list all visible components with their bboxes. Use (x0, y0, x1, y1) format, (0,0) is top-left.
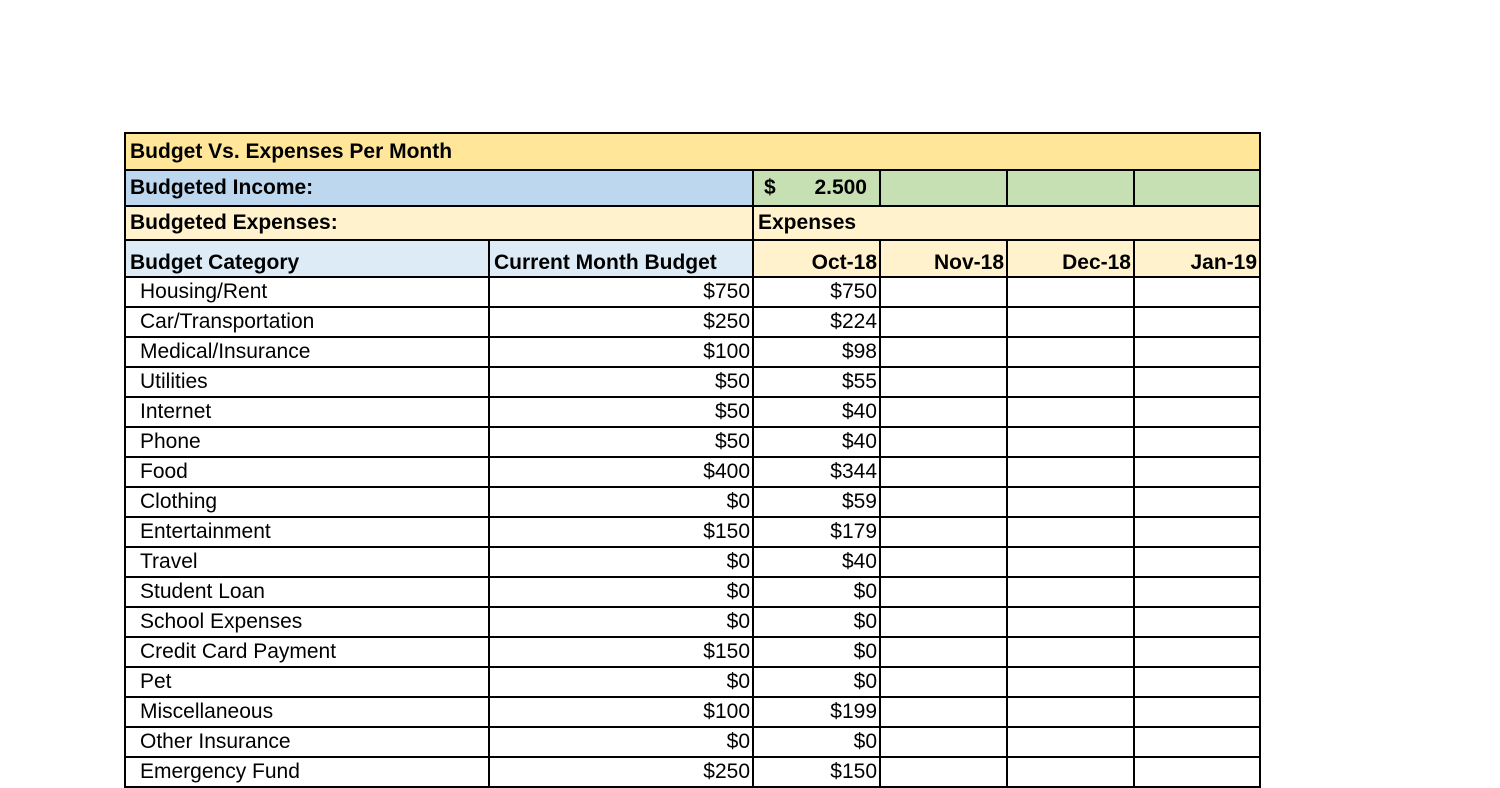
dec-cell[interactable] (1007, 367, 1134, 397)
table-row (125, 457, 1260, 487)
income-cell-dec[interactable] (1007, 170, 1134, 206)
jan-cell[interactable] (1134, 487, 1260, 517)
table-row (125, 697, 1260, 727)
jan-cell[interactable] (1134, 697, 1260, 727)
budget-cell[interactable]: $0 (489, 727, 753, 757)
income-amount-cell[interactable] (753, 170, 880, 206)
budget-table (124, 132, 1261, 788)
category-cell[interactable]: Other Insurance (125, 727, 489, 757)
income-row (125, 170, 1260, 206)
category-cell[interactable]: Pet (125, 667, 489, 697)
category-cell[interactable]: Credit Card Payment (125, 637, 489, 667)
budget-cell[interactable]: $150 (489, 517, 753, 547)
category-cell[interactable]: Car/Transportation (125, 307, 489, 337)
header-month[interactable]: Oct-18 (753, 240, 880, 277)
dec-cell[interactable] (1007, 457, 1134, 487)
table-row (125, 277, 1260, 307)
budget-cell[interactable]: $400 (489, 457, 753, 487)
budget-cell[interactable]: $100 (489, 697, 753, 727)
nov-cell[interactable] (880, 517, 1007, 547)
category-cell[interactable]: Travel (125, 547, 489, 577)
table-row (125, 607, 1260, 637)
budget-cell[interactable]: $0 (489, 487, 753, 517)
income-currency: $ (764, 176, 776, 199)
jan-cell[interactable] (1134, 667, 1260, 697)
nov-cell[interactable] (880, 337, 1007, 367)
category-cell[interactable]: Utilities (125, 367, 489, 397)
nov-cell[interactable] (880, 637, 1007, 667)
dec-cell[interactable] (1007, 337, 1134, 367)
header-row (125, 240, 1260, 277)
category-cell[interactable]: Phone (125, 427, 489, 457)
category-cell[interactable]: Internet (125, 397, 489, 427)
table-row (125, 487, 1260, 517)
nov-cell[interactable] (880, 427, 1007, 457)
nov-cell[interactable] (880, 667, 1007, 697)
dec-cell[interactable] (1007, 487, 1134, 517)
dec-cell[interactable] (1007, 427, 1134, 457)
income-cell-nov[interactable] (880, 170, 1007, 206)
budget-cell[interactable]: $250 (489, 757, 753, 787)
jan-cell[interactable] (1134, 607, 1260, 637)
dec-cell[interactable] (1007, 637, 1134, 667)
oct-cell[interactable]: $98 (753, 337, 880, 367)
table-row (125, 337, 1260, 367)
budget-cell[interactable]: $100 (489, 337, 753, 367)
header-month[interactable]: Dec-18 (1007, 240, 1134, 277)
dec-cell[interactable] (1007, 757, 1134, 787)
budget-cell[interactable]: $750 (489, 277, 753, 307)
budget-cell[interactable]: $50 (489, 367, 753, 397)
nov-cell[interactable] (880, 487, 1007, 517)
jan-cell[interactable] (1134, 547, 1260, 577)
header-month[interactable]: Jan-19 (1134, 240, 1260, 277)
dec-cell[interactable] (1007, 607, 1134, 637)
table-row (125, 637, 1260, 667)
dec-cell[interactable] (1007, 667, 1134, 697)
header-budget[interactable]: Current Month Budget (489, 240, 753, 277)
income-label[interactable]: Budgeted Income: (125, 170, 753, 206)
oct-cell[interactable]: $344 (753, 457, 880, 487)
income-cell-jan[interactable] (1134, 170, 1260, 206)
table-row (125, 397, 1260, 427)
oct-cell[interactable]: $0 (753, 667, 880, 697)
nov-cell[interactable] (880, 727, 1007, 757)
nov-cell[interactable] (880, 577, 1007, 607)
oct-cell[interactable]: $199 (753, 697, 880, 727)
jan-cell[interactable] (1134, 577, 1260, 607)
sheet-title[interactable]: Budget Vs. Expenses Per Month (125, 133, 1260, 170)
title-row (125, 133, 1260, 170)
nov-cell[interactable] (880, 757, 1007, 787)
budget-cell[interactable]: $50 (489, 427, 753, 457)
oct-cell[interactable]: $179 (753, 517, 880, 547)
category-cell[interactable]: Food (125, 457, 489, 487)
budget-cell[interactable]: $0 (489, 667, 753, 697)
dec-cell[interactable] (1007, 277, 1134, 307)
nov-cell[interactable] (880, 547, 1007, 577)
nov-cell[interactable] (880, 697, 1007, 727)
nov-cell[interactable] (880, 307, 1007, 337)
expenses-row (125, 206, 1260, 240)
table-row (125, 757, 1260, 787)
oct-cell[interactable]: $40 (753, 427, 880, 457)
table-row (125, 427, 1260, 457)
budget-cell[interactable]: $50 (489, 397, 753, 427)
header-category[interactable]: Budget Category (125, 240, 489, 277)
budget-cell[interactable]: $0 (489, 577, 753, 607)
nov-cell[interactable] (880, 277, 1007, 307)
budget-cell[interactable]: $150 (489, 637, 753, 667)
table-row (125, 307, 1260, 337)
jan-cell[interactable] (1134, 457, 1260, 487)
nov-cell[interactable] (880, 457, 1007, 487)
oct-cell[interactable]: $0 (753, 607, 880, 637)
budget-cell[interactable]: $0 (489, 547, 753, 577)
dec-cell[interactable] (1007, 397, 1134, 427)
oct-cell[interactable]: $59 (753, 487, 880, 517)
jan-cell[interactable] (1134, 727, 1260, 757)
nov-cell[interactable] (880, 367, 1007, 397)
jan-cell[interactable] (1134, 307, 1260, 337)
category-cell[interactable]: School Expenses (125, 607, 489, 637)
budget-cell[interactable]: $0 (489, 607, 753, 637)
oct-cell[interactable]: $224 (753, 307, 880, 337)
oct-cell[interactable]: $0 (753, 577, 880, 607)
header-month[interactable]: Nov-18 (880, 240, 1007, 277)
oct-cell[interactable]: $55 (753, 367, 880, 397)
nov-cell[interactable] (880, 607, 1007, 637)
jan-cell[interactable] (1134, 397, 1260, 427)
table-row (125, 367, 1260, 397)
table-row (125, 517, 1260, 547)
category-cell[interactable]: Clothing (125, 487, 489, 517)
jan-cell[interactable] (1134, 517, 1260, 547)
oct-cell[interactable]: $0 (753, 727, 880, 757)
oct-cell[interactable]: $40 (753, 397, 880, 427)
category-cell[interactable]: Housing/Rent (125, 277, 489, 307)
category-cell[interactable]: Medical/Insurance (125, 337, 489, 367)
dec-cell[interactable] (1007, 727, 1134, 757)
dec-cell[interactable] (1007, 577, 1134, 607)
expenses-section-label[interactable]: Expenses (753, 206, 1260, 240)
category-cell[interactable]: Entertainment (125, 517, 489, 547)
oct-cell[interactable]: $40 (753, 547, 880, 577)
jan-cell[interactable] (1134, 337, 1260, 367)
oct-cell[interactable]: $0 (753, 637, 880, 667)
dec-cell[interactable] (1007, 697, 1134, 727)
table-row (125, 667, 1260, 697)
jan-cell[interactable] (1134, 367, 1260, 397)
category-cell[interactable]: Student Loan (125, 577, 489, 607)
category-cell[interactable]: Emergency Fund (125, 757, 489, 787)
category-cell[interactable]: Miscellaneous (125, 697, 489, 727)
table-row (125, 727, 1260, 757)
income-amount: 2.500 (814, 176, 867, 199)
nov-cell[interactable] (880, 397, 1007, 427)
oct-cell[interactable]: $750 (753, 277, 880, 307)
jan-cell[interactable] (1134, 427, 1260, 457)
expenses-label[interactable]: Budgeted Expenses: (125, 206, 753, 240)
dec-cell[interactable] (1007, 307, 1134, 337)
oct-cell[interactable]: $150 (753, 757, 880, 787)
table-row (125, 547, 1260, 577)
dec-cell[interactable] (1007, 547, 1134, 577)
budget-cell[interactable]: $250 (489, 307, 753, 337)
jan-cell[interactable] (1134, 757, 1260, 787)
table-row (125, 577, 1260, 607)
dec-cell[interactable] (1007, 517, 1134, 547)
jan-cell[interactable] (1134, 277, 1260, 307)
jan-cell[interactable] (1134, 637, 1260, 667)
